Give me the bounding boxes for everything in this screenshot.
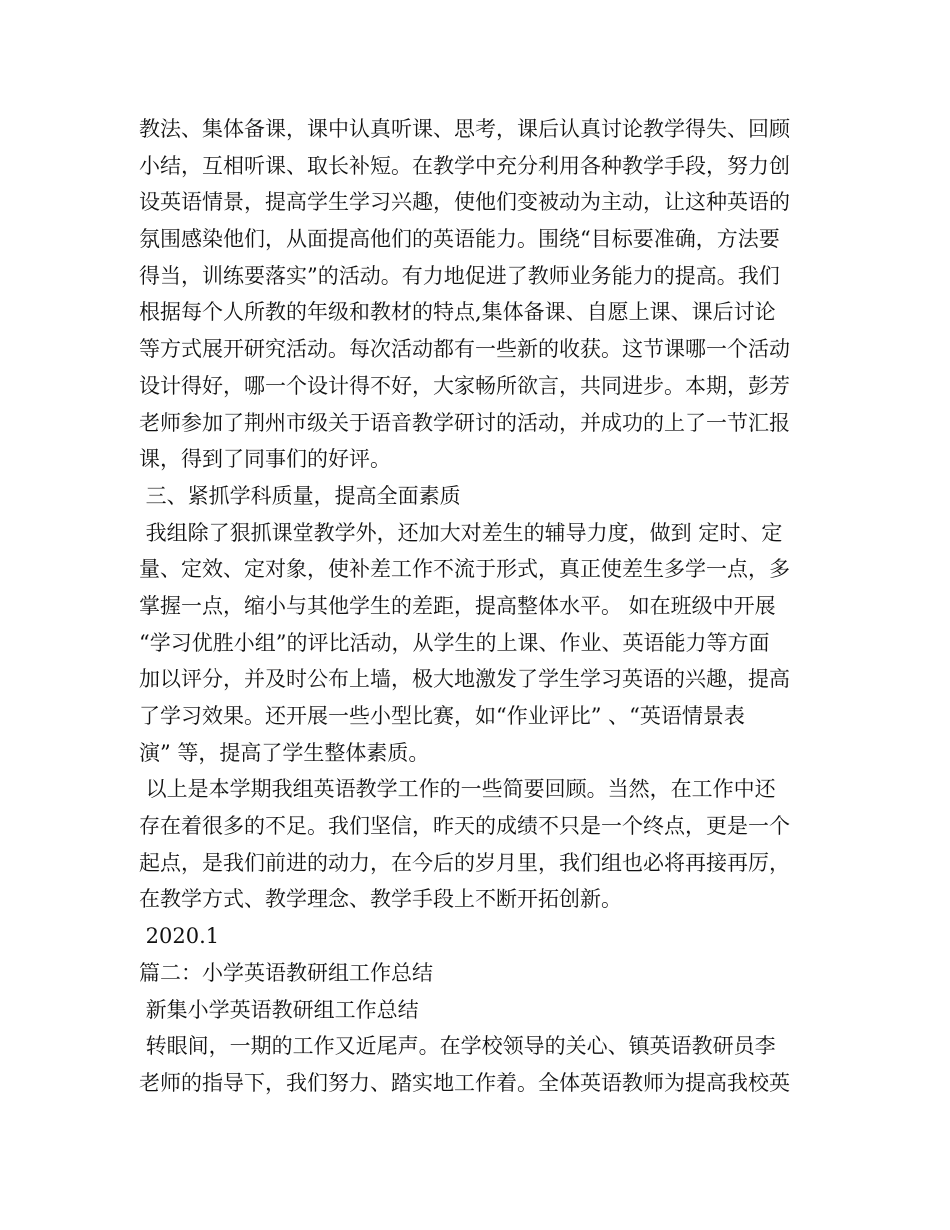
text-line: 存在着很多的不足。我们坚信，昨天的成绩不只是一个终点，更是一个 xyxy=(139,814,790,839)
text-line: 以上是本学期我组英语教学工作的一些简要回顾。当然，在工作中还 xyxy=(139,777,776,802)
text-line: 根据每个人所教的年级和教材的特点,集体备课、自愿上课、课后讨论 xyxy=(139,300,776,325)
text-line: 了学习效果。还开展一些小型比赛，如“作业评比” 、“英语情景表 xyxy=(139,704,745,728)
text-line: 设计得好，哪一个设计得不好，大家畅所欲言，共同进步。本期，彭芳 xyxy=(139,373,790,398)
text-line: 得当，训练要落实”的活动。有力地促进了教师业务能力的提高。我们 xyxy=(139,263,780,288)
text-line: 设英语情景，提高学生学习兴趣，使他们变被动为主动，让这种英语的 xyxy=(139,190,790,215)
text-line: 加以评分，并及时公布上墙，极大地激发了学生学习英语的兴趣，提高 xyxy=(139,667,790,692)
chapter-heading: 篇二：小学英语教研组工作总结 xyxy=(139,960,433,985)
section-heading: 三、紧抓学科质量，提高全面素质 xyxy=(139,483,461,508)
text-line: “学习优胜小组”的评比活动，从学生的上课、作业、英语能力等方面 xyxy=(139,630,770,655)
text-line: 我组除了狠抓课堂教学外，还加大对差生的辅导力度，做到 定时、定 xyxy=(139,520,783,545)
document-title: 新集小学英语教研组工作总结 xyxy=(139,997,419,1022)
text-line: 小结，互相听课、取长补短。在教学中充分利用各种教学手段，努力创 xyxy=(139,153,790,178)
date-line: 2020.1 xyxy=(139,924,220,949)
text-line: 量、定效、定对象，使补差工作不流于形式，真正使差生多学一点，多 xyxy=(139,557,790,582)
text-line: 教法、集体备课，课中认真听课、思考，课后认真讨论教学得失、回顾 xyxy=(139,117,790,141)
text-line: 老师的指导下，我们努力、踏实地工作着。全体英语教师为提高我校英 xyxy=(139,1070,790,1095)
text-line: 等方式展开研究活动。每次活动都有一些新的收获。这节课哪一个活动 xyxy=(139,337,790,362)
text-line: 掌握一点，缩小与其他学生的差距，提高整体水平。 如在班级中开展 xyxy=(139,593,776,618)
text-line: 在教学方式、教学理念、教学手段上不断开拓创新。 xyxy=(139,887,622,912)
text-line: 演” 等，提高了学生整体素质。 xyxy=(139,740,430,765)
text-line: 起点，是我们前进的动力，在今后的岁月里，我们组也必将再接再厉， xyxy=(139,850,790,875)
text-line: 氛围感染他们，从面提高他们的英语能力。围绕“目标要准确，方法要 xyxy=(139,227,780,252)
text-line: 课，得到了同事们的好评。 xyxy=(139,447,391,472)
text-line: 转眼间，一期的工作又近尾声。在学校领导的关心、镇英语教研员李 xyxy=(139,1034,776,1059)
text-line: 老师参加了荆州市级关于语音教学研讨的活动，并成功的上了一节汇报 xyxy=(139,410,790,435)
document-page xyxy=(139,111,819,1102)
